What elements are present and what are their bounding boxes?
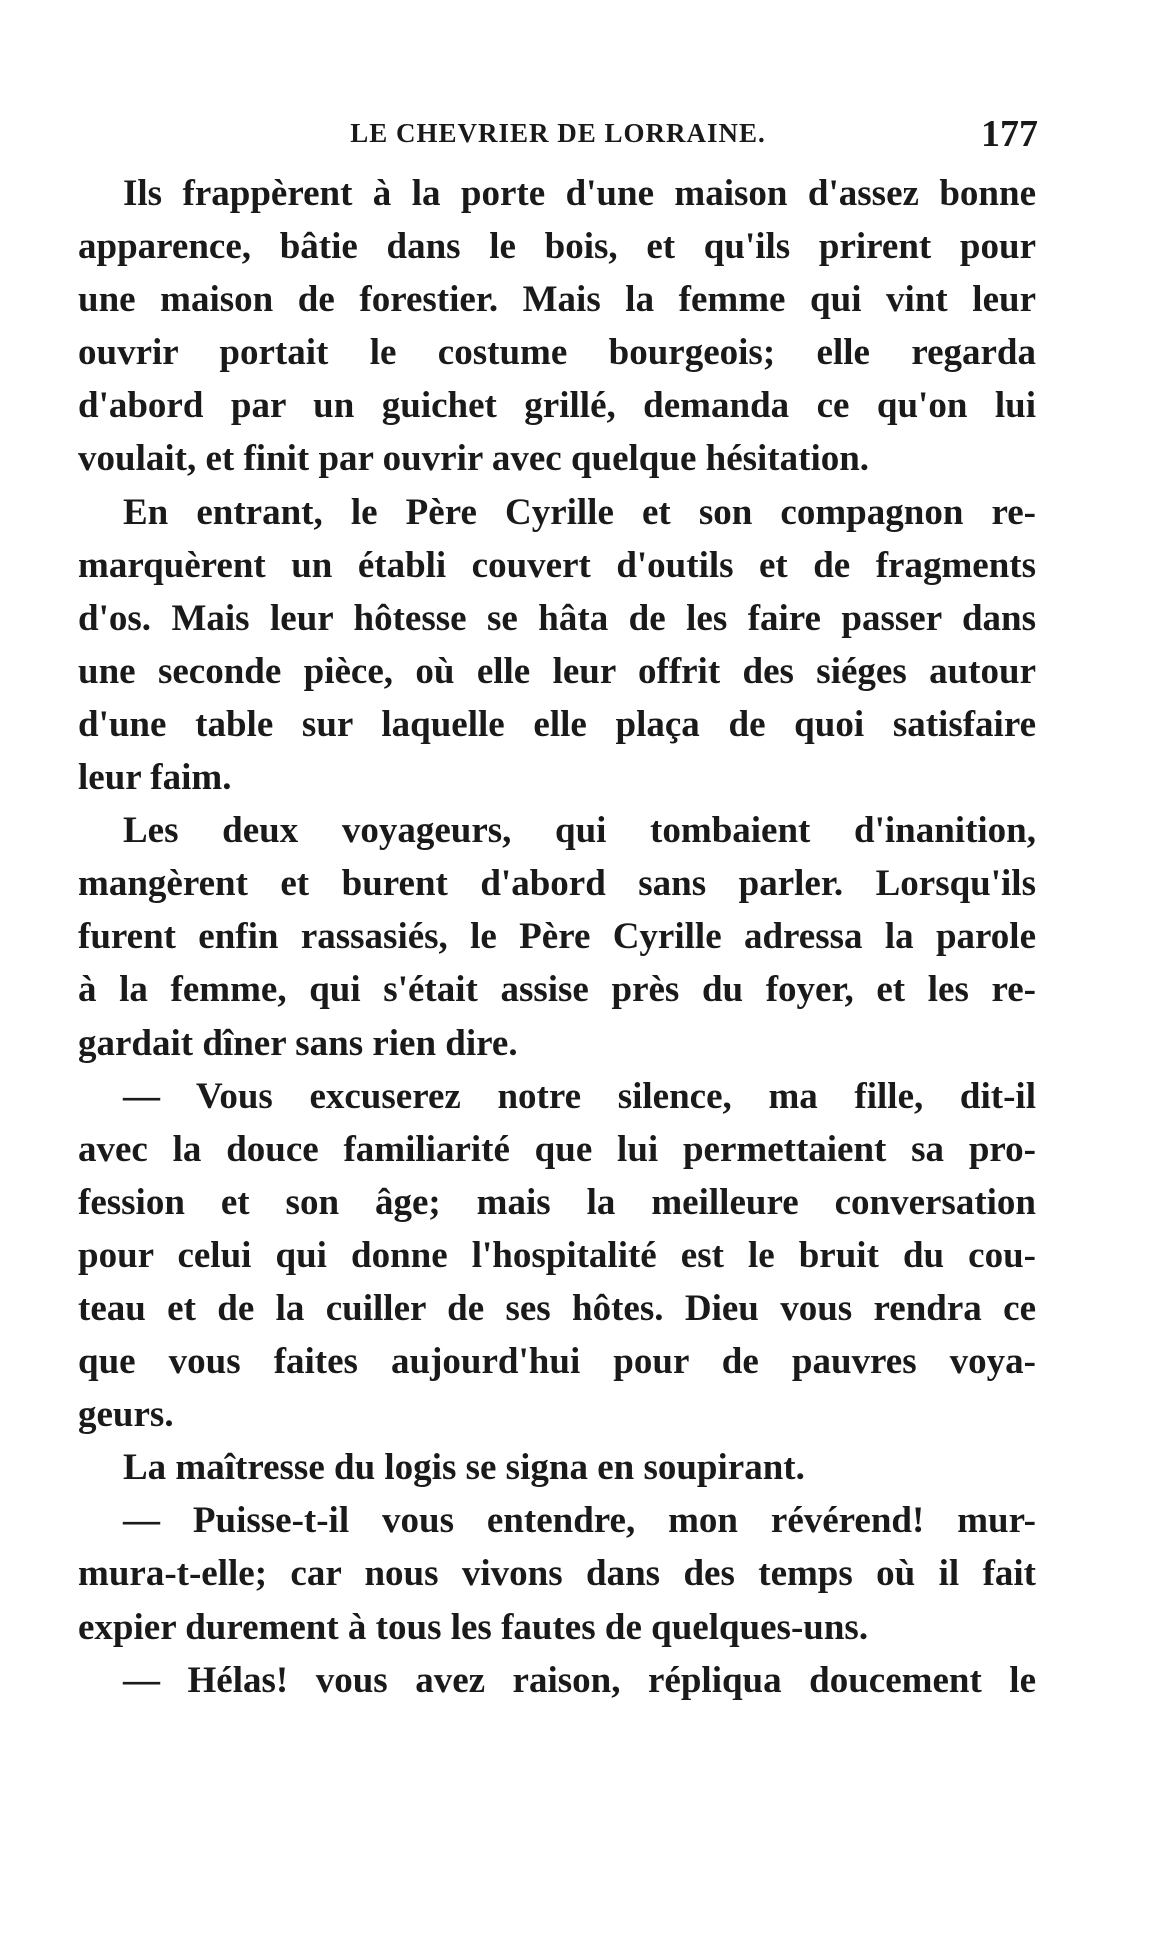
text-line: que vous faites aujourd'hui pour de pauvres voya- <box>78 1341 1036 1383</box>
paragraph <box>78 1654 1036 1707</box>
text-line: teau et de la cuiller de ses hôtes. Dieu vous rendra ce <box>78 1287 1036 1329</box>
paragraph <box>78 486 1036 805</box>
text-line: furent enfin rassasiés, le Père Cyrille adressa la parole <box>78 916 1036 958</box>
text-line: d'os. Mais leur hôtesse se hâta de les faire passer dans <box>78 597 1036 639</box>
paragraph <box>78 1441 1036 1494</box>
text-line: — Hélas! vous avez raison, répliqua doucement le <box>123 1659 1036 1701</box>
text-line: En entrant, le Père Cyrille et son compagnon re- <box>123 491 1036 533</box>
text-line: La maîtresse du logis se signa en soupirant. <box>123 1447 805 1489</box>
text-line: avec la douce familiarité que lui permettaient sa pro- <box>78 1128 1036 1170</box>
text-line: — Vous excuserez notre silence, ma fille, dit-il <box>123 1075 1036 1117</box>
text-line: pour celui qui donne l'hospitalité est le bruit du cou- <box>78 1234 1036 1276</box>
paragraph <box>78 1494 1036 1653</box>
text-line: Les deux voyageurs, qui tombaient d'inanition, <box>123 810 1036 852</box>
text-line: une maison de forestier. Mais la femme qui vint leur <box>78 279 1036 321</box>
running-head <box>78 112 1038 162</box>
text-line: — Puisse-t-il vous entendre, mon révérend! mur- <box>123 1500 1036 1542</box>
text-line: voulait, et finit par ouvrir avec quelque hésitation. <box>78 438 870 480</box>
paragraph <box>78 167 1036 486</box>
paragraph <box>78 804 1036 1069</box>
text-line: apparence, bâtie dans le bois, et qu'ils prirent pour <box>78 226 1036 268</box>
body-text <box>78 167 1036 1707</box>
text-line: Ils frappèrent à la porte d'une maison d'assez bonne <box>123 173 1036 214</box>
text-line: expier durement à tous les fautes de quelques-uns. <box>78 1606 869 1648</box>
text-line: d'une table sur laquelle elle plaça de quoi satisfaire <box>78 703 1036 745</box>
page-number: 177 <box>981 113 1038 155</box>
text-line: marquèrent un établi couvert d'outils et de fragments <box>78 544 1036 586</box>
text-line: ouvrir portait le costume bourgeois; elle regarda <box>78 332 1036 374</box>
paragraph <box>78 1070 1036 1442</box>
text-line: leur faim. <box>78 757 232 799</box>
text-line: mangèrent et burent d'abord sans parler. Lorsqu'ils <box>78 863 1036 905</box>
text-line: d'abord par un guichet grillé, demanda ce qu'on lui <box>78 385 1036 427</box>
text-line: gardait dîner sans rien dire. <box>78 1022 518 1064</box>
text-line: à la femme, qui s'était assise près du foyer, et les re- <box>78 969 1036 1011</box>
text-line: geurs. <box>78 1394 174 1436</box>
text-line: une seconde pièce, où elle leur offrit des siéges autour <box>78 650 1036 692</box>
text-line: mura-t-elle; car nous vivons dans des temps où il fait <box>78 1553 1036 1595</box>
text-line: fession et son âge; mais la meilleure conversation <box>78 1181 1036 1223</box>
running-title: LE CHEVRIER DE LORRAINE. <box>350 118 766 148</box>
